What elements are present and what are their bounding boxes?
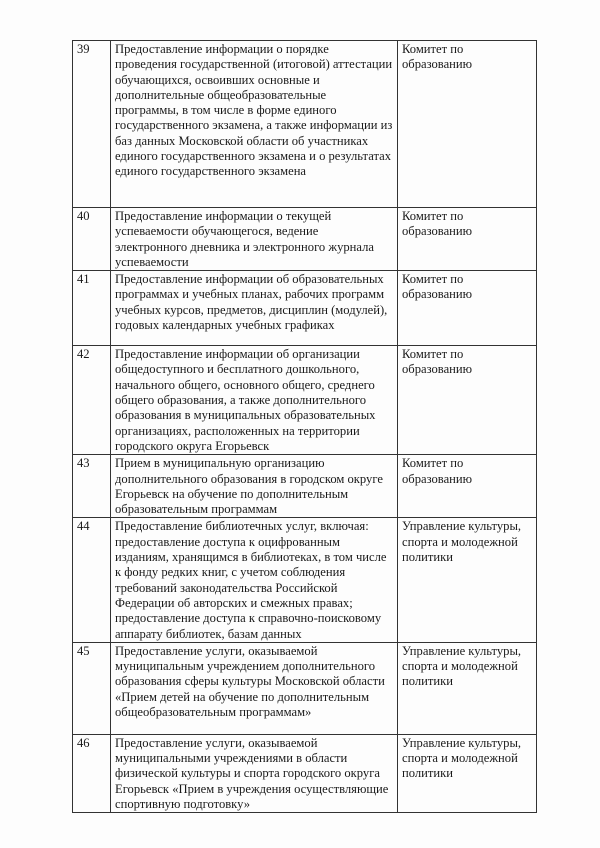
table-row xyxy=(73,734,537,812)
service-description: Прием в муниципальную организацию дополнительного образования в городском округе Егорьевск на обучение по дополнительным образовательным программам xyxy=(111,455,398,518)
service-description: Предоставление информации об организации общедоступного и бесплатного дошкольного, начального общего, основного общего, среднего общего образования, а также дополнительного образования в муниципальных образовательных организациях, расположенных на территории городского округа Егорьевск xyxy=(111,346,398,455)
responsible-body: Комитет по образованию xyxy=(398,208,537,271)
responsible-body: Комитет по образованию xyxy=(398,455,537,518)
responsible-body: Управление культуры, спорта и молодежной политики xyxy=(398,518,537,642)
responsible-body: Комитет по образованию xyxy=(398,41,537,208)
row-number: 39 xyxy=(73,41,111,208)
responsible-body: Комитет по образованию xyxy=(398,271,537,346)
responsible-body: Комитет по образованию xyxy=(398,346,537,455)
service-description: Предоставление информации о текущей успеваемости обучающегося, ведение электронного дневника и электронного журнала успеваемости xyxy=(111,208,398,271)
responsible-body: Управление культуры, спорта и молодежной политики xyxy=(398,734,537,812)
row-number: 40 xyxy=(73,208,111,271)
table-row xyxy=(73,208,537,271)
row-number: 42 xyxy=(73,346,111,455)
table-row xyxy=(73,518,537,642)
table-row xyxy=(73,41,537,208)
services-table xyxy=(72,40,537,813)
table-row xyxy=(73,346,537,455)
table-row xyxy=(73,642,537,734)
row-number: 45 xyxy=(73,642,111,734)
row-number: 41 xyxy=(73,271,111,346)
table-row xyxy=(73,455,537,518)
service-description: Предоставление услуги, оказываемой муниципальными учреждениями в области физической культуры и спорта городского округа Егорьевск «Прием в учреждения осуществляющие спортивную подготовку» xyxy=(111,734,398,812)
service-description: Предоставление информации о порядке проведения государственной (итоговой) аттестации обучающихся, освоивших основные и дополнительные общеобразовательные программы, в том числе в форме единого государственного экзамена, а также информации из баз данных Московской области об участниках единого государственного экзамена и о результатах единого государственного экзамена xyxy=(111,41,398,208)
service-description: Предоставление библиотечных услуг, включая: предоставление доступа к оцифрованным изданиям, хранящимся в библиотеках, в том числе к фонду редких книг, с учетом соблюдения требований законодательства Российской Федерации об авторских и смежных правах; предоставление доступа к справочно-поисковому аппарату библиотек, базам данных xyxy=(111,518,398,642)
table-row xyxy=(73,271,537,346)
row-number: 43 xyxy=(73,455,111,518)
service-description: Предоставление информации об образовательных программах и учебных планах, рабочих программ учебных курсов, предметов, дисциплин (модулей), годовых календарных учебных графиках xyxy=(111,271,398,346)
row-number: 46 xyxy=(73,734,111,812)
responsible-body: Управление культуры, спорта и молодежной политики xyxy=(398,642,537,734)
service-description: Предоставление услуги, оказываемой муниципальным учреждением дополнительного образования сферы культуры Московской области «Прием детей на обучение по дополнительным общеобразовательным программам» xyxy=(111,642,398,734)
row-number: 44 xyxy=(73,518,111,642)
